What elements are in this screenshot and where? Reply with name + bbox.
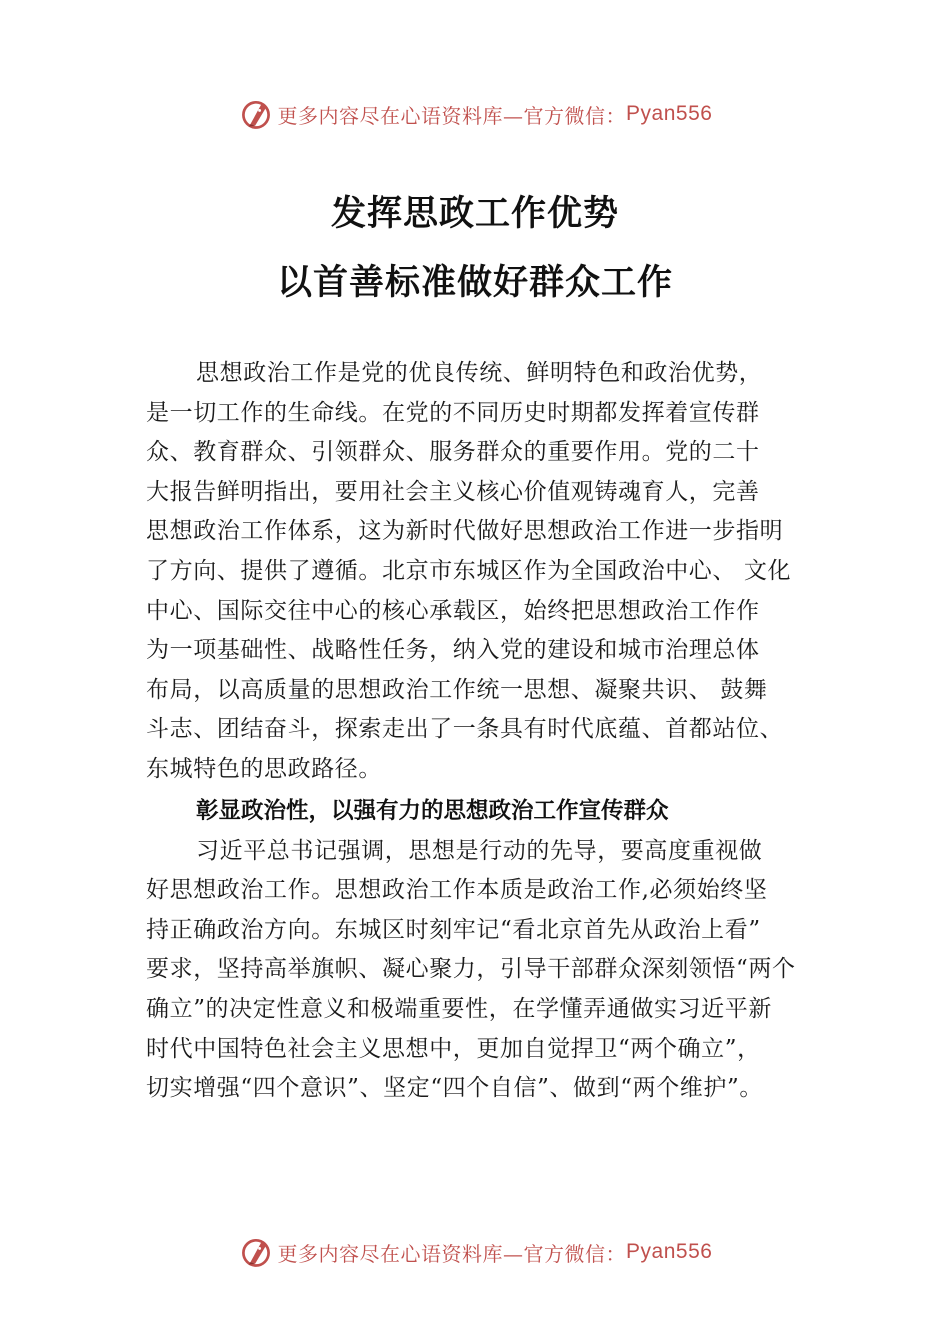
- paragraph-line: 持正确政治方向。东城区时刻牢记“看北京首先从政治上看”: [146, 916, 761, 943]
- banner-wechat-id: Pyan556: [626, 1240, 713, 1263]
- paragraph-line: 思想政治工作体系，这为新时代做好思想政治工作进一步指明: [146, 518, 784, 545]
- pen-nib-logo-icon: [238, 96, 274, 132]
- banner-text: 更多内容尽在心语资料库—官方微信：: [277, 103, 627, 128]
- document-body: [146, 354, 826, 1109]
- paragraph-line: 要求，坚持高举旗帜、凝心聚力，引导干部群众深刻领悟“两个: [146, 956, 796, 983]
- paragraph-line: 好思想政治工作。思想政治工作本质是政治工作,必须始终坚: [146, 877, 768, 904]
- paragraph-line: 众、教育群众、引领群众、服务群众的重要作用。党的二十: [146, 439, 760, 466]
- paragraph-line: 布局，以高质量的思想政治工作统一思想、凝聚共识、 鼓舞: [146, 676, 768, 703]
- paragraph-line: 为一项基础性、战略性任务，纳入党的建设和城市治理总体: [146, 637, 760, 664]
- banner-text: 更多内容尽在心语资料库—官方微信：: [277, 1241, 627, 1266]
- paragraph-line: 确立”的决定性意义和极端重要性，在学懂弄通做实习近平新: [146, 995, 772, 1022]
- paragraph-line: 时代中国特色社会主义思想中，更加自觉捍卫“两个确立”，: [146, 1035, 761, 1062]
- paragraph-line: 大报告鲜明指出，要用社会主义核心价值观铸魂育人，完善: [146, 478, 760, 505]
- paragraph-line: 切实增强“四个意识”、坚定“四个自信”、做到“两个维护”。: [146, 1075, 763, 1102]
- banner-wechat-id: Pyan556: [626, 102, 713, 125]
- header-banner: [0, 94, 950, 134]
- pen-nib-logo-icon: [238, 1234, 274, 1270]
- paragraph-line: 中心、国际交往中心的核心承载区，始终把思想政治工作作: [146, 597, 760, 624]
- document-title-line-2: 以首善标准做好群众工作: [276, 262, 673, 303]
- document-title-line-1: 发挥思政工作优势: [330, 193, 619, 234]
- paragraph-line: 了方向、提供了遵循。北京市东城区作为全国政治中心、 文化: [146, 557, 792, 584]
- footer-banner: [0, 1232, 950, 1272]
- paragraph-line: 习近平总书记强调，思想是行动的先导，要高度重视做: [196, 837, 763, 864]
- section-heading: 彰显政治性，以强有力的思想政治工作宣传群众: [196, 797, 669, 824]
- paragraph-line: 是一切工作的生命线。在党的不同历史时期都发挥着宣传群: [146, 399, 760, 426]
- paragraph-line: 斗志、团结奋斗，探索走出了一条具有时代底蕴、首都站位、: [146, 716, 784, 743]
- paragraph-line: 思想政治工作是党的优良传统、鲜明特色和政治优势，: [196, 360, 763, 386]
- paragraph-line: 东城特色的思政路径。: [146, 755, 382, 782]
